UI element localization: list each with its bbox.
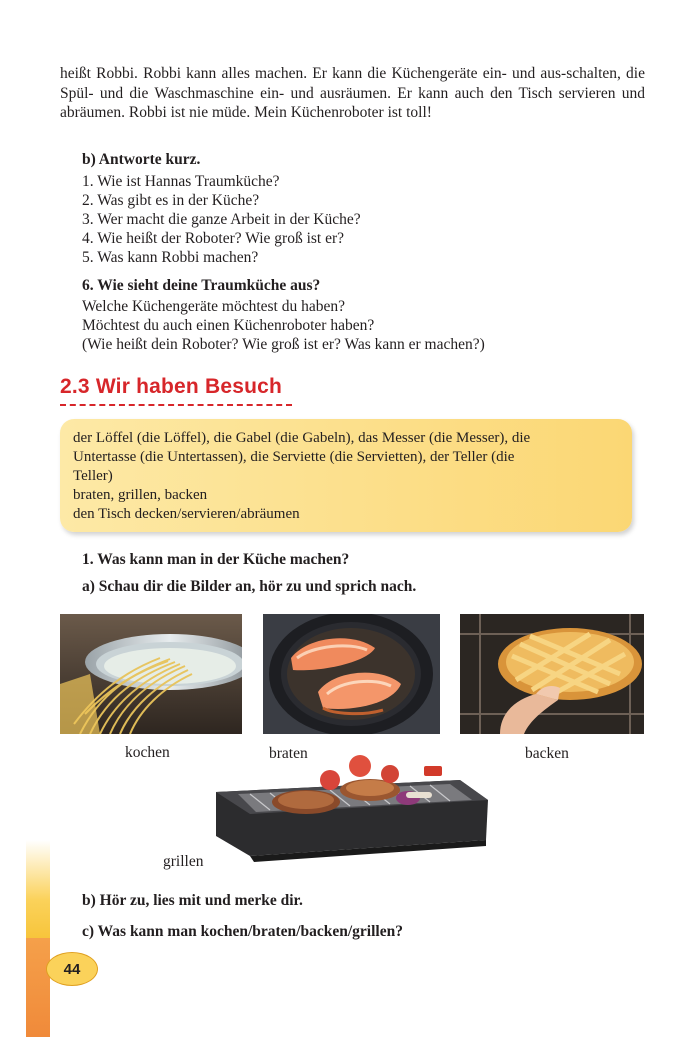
photo-braten	[263, 614, 440, 734]
page-edge-strip-orange	[26, 938, 50, 1037]
caption-backen: backen	[525, 745, 569, 762]
exercise-6-line: (Wie heißt dein Roboter? Wie groß ist er? Was kann er machen?)	[82, 336, 485, 353]
vocabulary-text	[73, 429, 626, 524]
photo-grillen	[210, 752, 492, 862]
question-item: 4. Wie heißt der Roboter? Wie groß ist er?	[82, 230, 345, 247]
exercise-1c-heading: c) Was kann man kochen/braten/backen/grillen?	[82, 923, 403, 940]
question-item: 1. Wie ist Hannas Traumküche?	[82, 173, 280, 190]
caption-braten: braten	[269, 745, 308, 762]
question-item: 5. Was kann Robbi machen?	[82, 249, 259, 266]
exercise-6-lines	[82, 297, 485, 354]
vocab-line: Untertasse (die Untertassen), die Serviette (die Servietten), der Teller (die	[73, 449, 515, 465]
vocab-line: braten, grillen, backen	[73, 487, 208, 503]
question-item: 2. Was gibt es in der Küche?	[82, 192, 260, 209]
exercise-6-heading: 6. Wie sieht deine Traumküche aus?	[82, 277, 321, 294]
question-item: 3. Wer macht die ganze Arbeit in der Küche?	[82, 211, 361, 228]
caption-grillen: grillen	[163, 853, 204, 870]
exercise-1-heading: 1. Was kann man in der Küche machen?	[82, 551, 350, 568]
section-title-underline	[60, 404, 292, 406]
photo-backen	[460, 614, 644, 734]
vocab-line: Teller)	[73, 468, 113, 484]
photo-kochen	[60, 614, 242, 734]
vocab-line: den Tisch decken/servieren/abräumen	[73, 506, 300, 522]
section-title: 2.3 Wir haben Besuch	[60, 375, 283, 398]
page-edge-strip-yellow	[26, 840, 50, 940]
exercise-6-line: Welche Küchengeräte möchtest du haben?	[82, 298, 345, 315]
exercise-b-heading: b) Antworte kurz.	[82, 151, 201, 168]
exercise-6-line: Möchtest du auch einen Küchenroboter haben?	[82, 317, 375, 334]
page-number: 44	[46, 952, 98, 986]
vocab-line: der Löffel (die Löffel), die Gabel (die Gabeln), das Messer (die Messer), die	[73, 430, 531, 446]
exercise-1b-heading: b) Hör zu, lies mit und merke dir.	[82, 892, 303, 909]
exercise-b-questions	[82, 172, 361, 267]
caption-kochen: kochen	[125, 744, 170, 761]
intro-paragraph: heißt Robbi. Robbi kann alles machen. Er kann die Küchengeräte ein- und aus-schalten, die Spül- und die Waschmaschine ein- und ausräumen. Er kann auch den Tisch servieren und abräumen. Robbi ist nie müde. Mein Küchenroboter ist toll!	[60, 65, 645, 121]
exercise-1a-heading: a) Schau dir die Bilder an, hör zu und sprich nach.	[82, 578, 417, 595]
